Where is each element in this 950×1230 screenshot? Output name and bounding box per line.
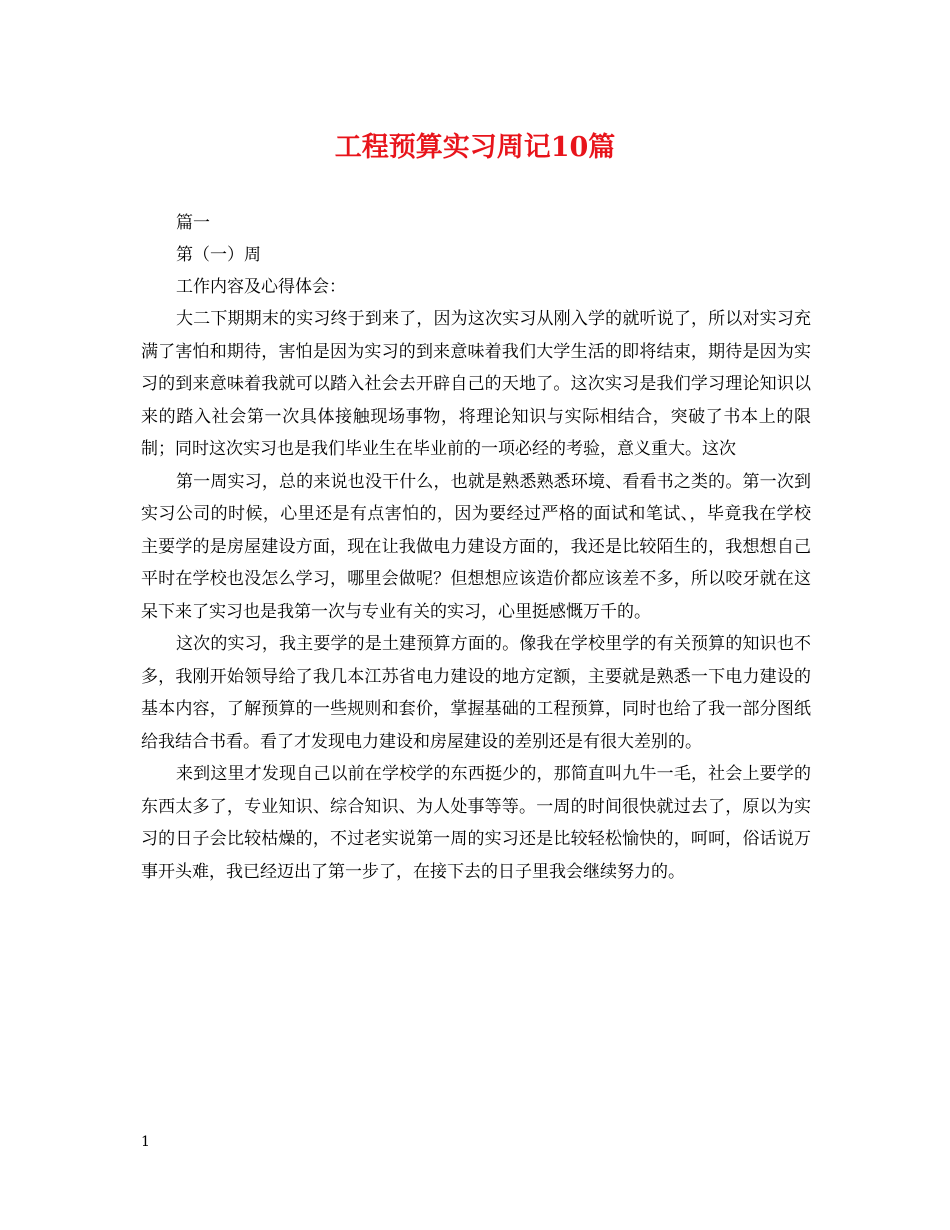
week-heading: 第（一）周 [176,245,261,265]
paragraph-3: 这次的实习，我主要学的是土建预算方面的。像我在学校里学的有关预算的知识也不多，我刚开始领导给了我几本江苏省电力建设的地方定额，主要就是熟悉一下电力建设的基本内容，了解预算的一些规则和套价，掌握基础的工程预算，同时也给了我一部分图纸给我结合书看。看了才发现电力建设和房屋建设的差别还是有很大差别的。 [141,634,811,752]
page-number: 1 [141,1134,150,1150]
paragraph-1: 大二下期期末的实习终于到来了，因为这次实习从刚入学的就听说了，所以对实习充满了害怕和期待，害怕是因为实习的到来意味着我们大学生活的即将结束，期待是因为实习的到来意味着我就可以踏入社会去开辟自己的天地了。这次实习是我们学习理论知识以来的踏入社会第一次具体接触现场事物，将理论知识与实际相结合，突破了书本上的限制；同时这次实习也是我们毕业生在毕业前的一项必经的考验，意义重大。这次 [141,309,811,459]
paragraph-2: 第一周实习，总的来说也没干什么，也就是熟悉熟悉环境、看看书之类的。第一次到实习公司的时候，心里还是有点害怕的，因为要经过严格的面试和笔试、，毕竟我在学校主要学的是房屋建设方面，现在让我做电力建设方面的，我还是比较陌生的，我想想自己平时在学校也没怎么学习，哪里会做呢？但想想应该造价都应该差不多，所以咬牙就在这呆下来了实习也是我第一次与专业有关的实习，心里挺感慨万千的。 [141,471,811,622]
section-heading: 篇一 [176,213,210,233]
paragraph-4: 来到这里才发现自己以前在学校学的东西挺少的，那简直叫九牛一毛，社会上要学的东西太多了，专业知识、综合知识、为人处事等等。一周的时间很快就过去了，原以为实习的日子会比较枯燥的，不过老实说第一周的实习还是比较轻松愉快的，呵呵，俗话说万事开头难，我已经迈出了第一步了，在接下去的日子里我会继续努力的。 [141,764,811,882]
document-title: 工程预算实习周记10篇 [334,132,616,163]
intro-label: 工作内容及心得体会： [176,277,346,297]
document-body [141,207,811,888]
